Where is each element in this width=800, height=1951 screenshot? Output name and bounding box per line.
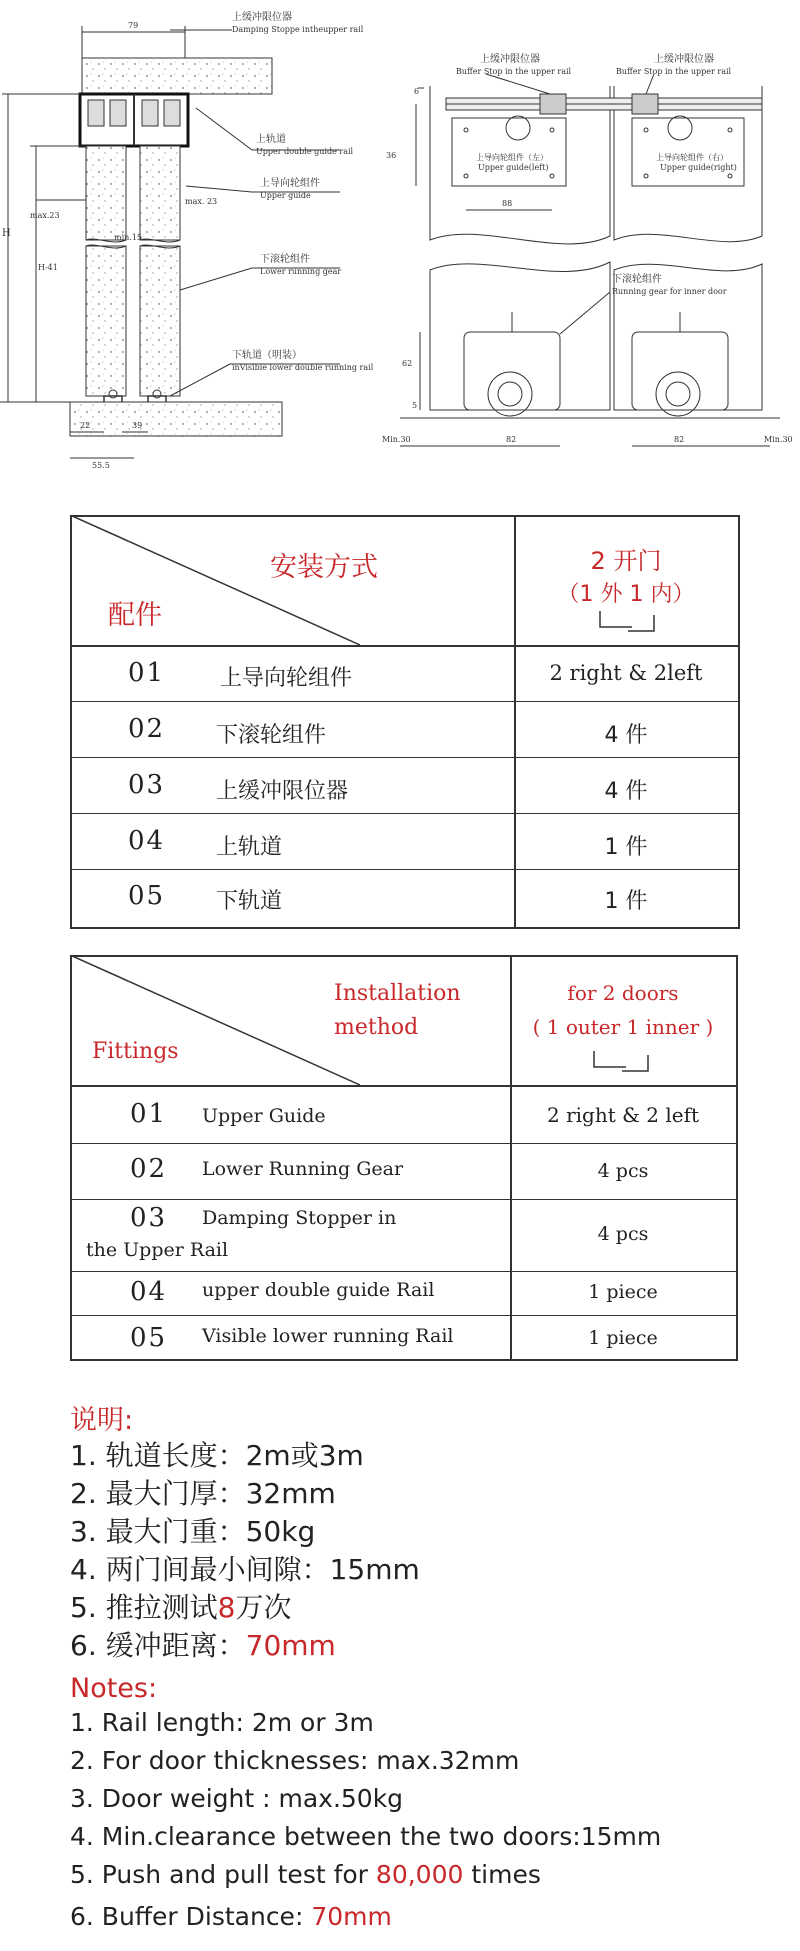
row-number: 05 [128,881,166,911]
svg-text:82: 82 [506,435,517,444]
note-line: 1. 轨道长度：2m或3m [70,1439,364,1472]
svg-text:上缓冲限位器: 上缓冲限位器 [480,54,540,65]
row-quantity: 4 件 [604,779,648,804]
svg-text:Buffer Stop in the upper rail: Buffer Stop in the upper rail [616,67,732,76]
row-item-name: 下滚轮组件 [216,723,327,748]
elevation-view-labels [382,52,793,444]
svg-text:下滚轮组件: 下滚轮组件 [260,254,310,265]
elevation-view [400,74,780,446]
note-line: 3. Door weight : max.50kg [70,1784,404,1813]
svg-text:H: H [2,228,11,239]
divider [70,645,738,647]
row-item-name: upper double guide Rail [202,1279,435,1301]
row-item-name: Upper Guide [202,1105,326,1127]
note-line: 1. Rail length: 2m or 3m [70,1708,374,1737]
svg-text:22: 22 [80,421,91,430]
svg-text:上缓冲限位器: 上缓冲限位器 [232,12,292,23]
svg-text:Upper double guide rail: Upper double guide rail [256,147,354,156]
technical-drawing [0,0,800,480]
row-number: 04 [128,826,166,856]
svg-text:max.23: max.23 [30,211,60,220]
row-item-name: 下轨道 [216,889,283,914]
svg-text:Min.30: Min.30 [382,435,411,444]
note-line: 5. 推拉测试8万次 [70,1591,292,1624]
row-number: 02 [130,1154,168,1184]
door-arrangement-icon [592,1049,652,1075]
svg-text:39: 39 [132,421,143,430]
door-arrangement-icon [598,609,658,633]
row-number: 03 [128,770,166,800]
svg-text:inVisible lower double running: inVisible lower double running rail [232,363,374,372]
row-quantity: 2 right & 2 left [546,1103,700,1127]
row-number: 05 [130,1323,168,1353]
header-fittings: 配件 [108,600,162,631]
row-number: 01 [128,658,166,688]
row-item-name: 上导向轮组件 [220,666,353,691]
svg-text:Upper guide(right): Upper guide(right) [660,163,737,172]
svg-text:6: 6 [414,87,420,96]
row-number: 02 [128,714,166,744]
svg-text:62: 62 [402,359,413,368]
svg-text:上缓冲限位器: 上缓冲限位器 [654,54,714,65]
svg-text:Running gear for inner door: Running gear for inner door [612,287,727,296]
svg-text:max. 23: max. 23 [185,197,218,206]
note-line: 2. 最大门厚：32mm [70,1477,336,1510]
diagonal-line [70,955,510,1085]
svg-text:min.15: min.15 [114,233,143,242]
svg-text:下轨道（明装）: 下轨道（明装） [232,350,302,361]
row-quantity: 1 件 [604,889,648,914]
svg-text:Buffer Stop in the upper rail: Buffer Stop in the upper rail [456,67,572,76]
row-item-name: 上缓冲限位器 [216,779,349,804]
header-doors-sub: ( 1 outer 1 inner ) [532,1015,714,1039]
section-view [0,26,340,458]
row-item-name-cont: the Upper Rail [86,1239,229,1261]
note-line: 4. 两门间最小间隙：15mm [70,1553,420,1586]
row-quantity: 1 piece [588,1327,658,1349]
svg-text:36: 36 [386,151,397,160]
fittings-table-en [70,955,736,1359]
fittings-table-cn [70,515,738,927]
note-line: 6. 缓冲距离：70mm [70,1629,336,1662]
svg-text:上导向轮组件（左）: 上导向轮组件（左） [476,153,548,162]
row-item-name: Damping Stopper in [202,1207,397,1229]
note-line: 2. For door thicknesses: max.32mm [70,1746,520,1775]
row-number: 04 [130,1277,168,1307]
header-doors: 2 开门 [590,547,662,575]
divider [70,1085,736,1087]
note-line: 5. Push and pull test for 80,000 times [70,1860,541,1889]
svg-text:上导向轮组件（右）: 上导向轮组件（右） [656,153,728,162]
row-number: 03 [130,1203,168,1233]
note-line: 3. 最大门重：50kg [70,1515,316,1548]
notes-en-title: Notes: [70,1673,158,1704]
row-quantity: 1 piece [588,1281,658,1303]
svg-text:Min.30: Min.30 [764,435,793,444]
notes-cn [70,1398,420,1665]
row-quantity: 4 pcs [597,1160,649,1182]
row-quantity: 2 right & 2left [549,661,703,685]
row-quantity: 4 pcs [597,1223,649,1245]
svg-text:Damping Stoppe intheupper rail: Damping Stoppe intheupper rail [232,25,364,34]
header-method-2: method [334,1015,419,1040]
svg-text:上轨道: 上轨道 [256,134,286,145]
svg-text:55.5: 55.5 [92,461,110,470]
row-item-name: Lower Running Gear [202,1158,404,1180]
svg-text:下滚轮组件: 下滚轮组件 [612,274,662,285]
header-method: Installation [334,981,461,1006]
notes-en [70,1673,661,1936]
svg-text:Upper guide(left): Upper guide(left) [478,163,549,172]
row-item-name: Visible lower running Rail [202,1325,454,1347]
row-number: 01 [130,1099,168,1129]
note-line: 4. Min.clearance between the two doors:15mm [70,1822,662,1851]
svg-text:Lower running gear: Lower running gear [260,267,342,276]
svg-text:Upper guide: Upper guide [260,191,311,200]
header-method: 安装方式 [270,552,378,583]
header-doors-sub: （1 外 1 内） [557,582,695,607]
svg-text:79: 79 [128,21,139,30]
row-quantity: 4 件 [604,723,648,748]
svg-text:5: 5 [412,401,418,410]
svg-text:88: 88 [502,199,513,208]
row-quantity: 1 件 [604,835,648,860]
svg-text:H-41: H-41 [38,263,58,272]
svg-text:上导向轮组件: 上导向轮组件 [260,178,320,189]
svg-text:82: 82 [674,435,685,444]
row-item-name: 上轨道 [216,835,283,860]
notes-cn-title: 说明: [70,1405,134,1436]
header-doors: for 2 doors [567,981,679,1005]
header-fittings: Fittings [92,1039,179,1064]
note-line: 6. Buffer Distance: 70mm [70,1902,392,1931]
